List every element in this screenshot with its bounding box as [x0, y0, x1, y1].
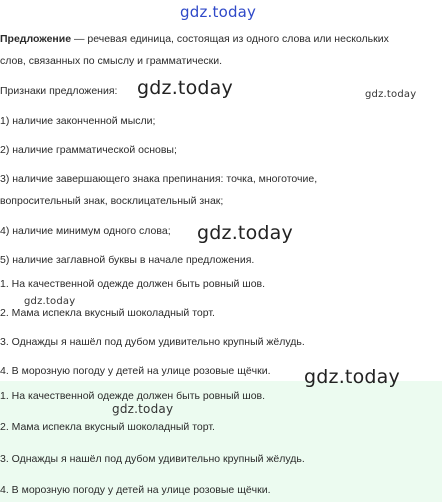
definition-term: Предложение	[0, 33, 72, 45]
watermark-small-right: gdz.today	[365, 89, 417, 100]
definition-text: — речевая единица, состоящая из одного слова или нескольких	[71, 33, 389, 45]
sentence-white-3: 3. Однажды я нашёл под дубом удивительно крупный жёлудь.	[0, 336, 305, 348]
watermark-small-green: gdz.today	[112, 402, 174, 416]
watermark-small-mid: gdz.today	[24, 296, 76, 307]
sign-item-3: 3) наличие завершающего знака препинания: точка, многоточие,	[0, 173, 318, 185]
sentence-white-1: 1. На качественной одежде должен быть ровный шов.	[0, 278, 266, 290]
sign-item-1: 1) наличие законченной мысли;	[0, 115, 156, 127]
sign-item-4: 4) наличие минимум одного слова;	[0, 225, 171, 237]
sentence-white-4: 4. В морозную погоду у детей на улице розовые щёчки.	[0, 365, 271, 377]
definition-line-2: слов, связанных по смыслу и грамматически.	[0, 55, 223, 67]
signs-heading: Признаки предложения:	[0, 85, 118, 97]
watermark-big-3: gdz.today	[304, 366, 400, 388]
watermark-big-2: gdz.today	[197, 222, 293, 244]
watermark-top: gdz.today	[180, 3, 257, 21]
sentence-green-1: 1. На качественной одежде должен быть ровный шов.	[0, 390, 266, 402]
sentence-white-2: 2. Мама испекла вкусный шоколадный торт.	[0, 307, 215, 319]
sign-item-5: 5) наличие заглавной буквы в начале предложения.	[0, 254, 255, 266]
sentence-green-4: 4. В морозную погоду у детей на улице розовые щёчки.	[0, 484, 271, 496]
sentence-green-3: 3. Однажды я нашёл под дубом удивительно крупный жёлудь.	[0, 453, 305, 465]
watermark-big-1: gdz.today	[137, 77, 233, 99]
sign-item-3-cont: вопросительный знак, восклицательный знак;	[0, 195, 224, 207]
sign-item-2: 2) наличие грамматической основы;	[0, 144, 177, 156]
sentence-green-2: 2. Мама испекла вкусный шоколадный торт.	[0, 421, 215, 433]
definition-line-1	[0, 32, 389, 46]
